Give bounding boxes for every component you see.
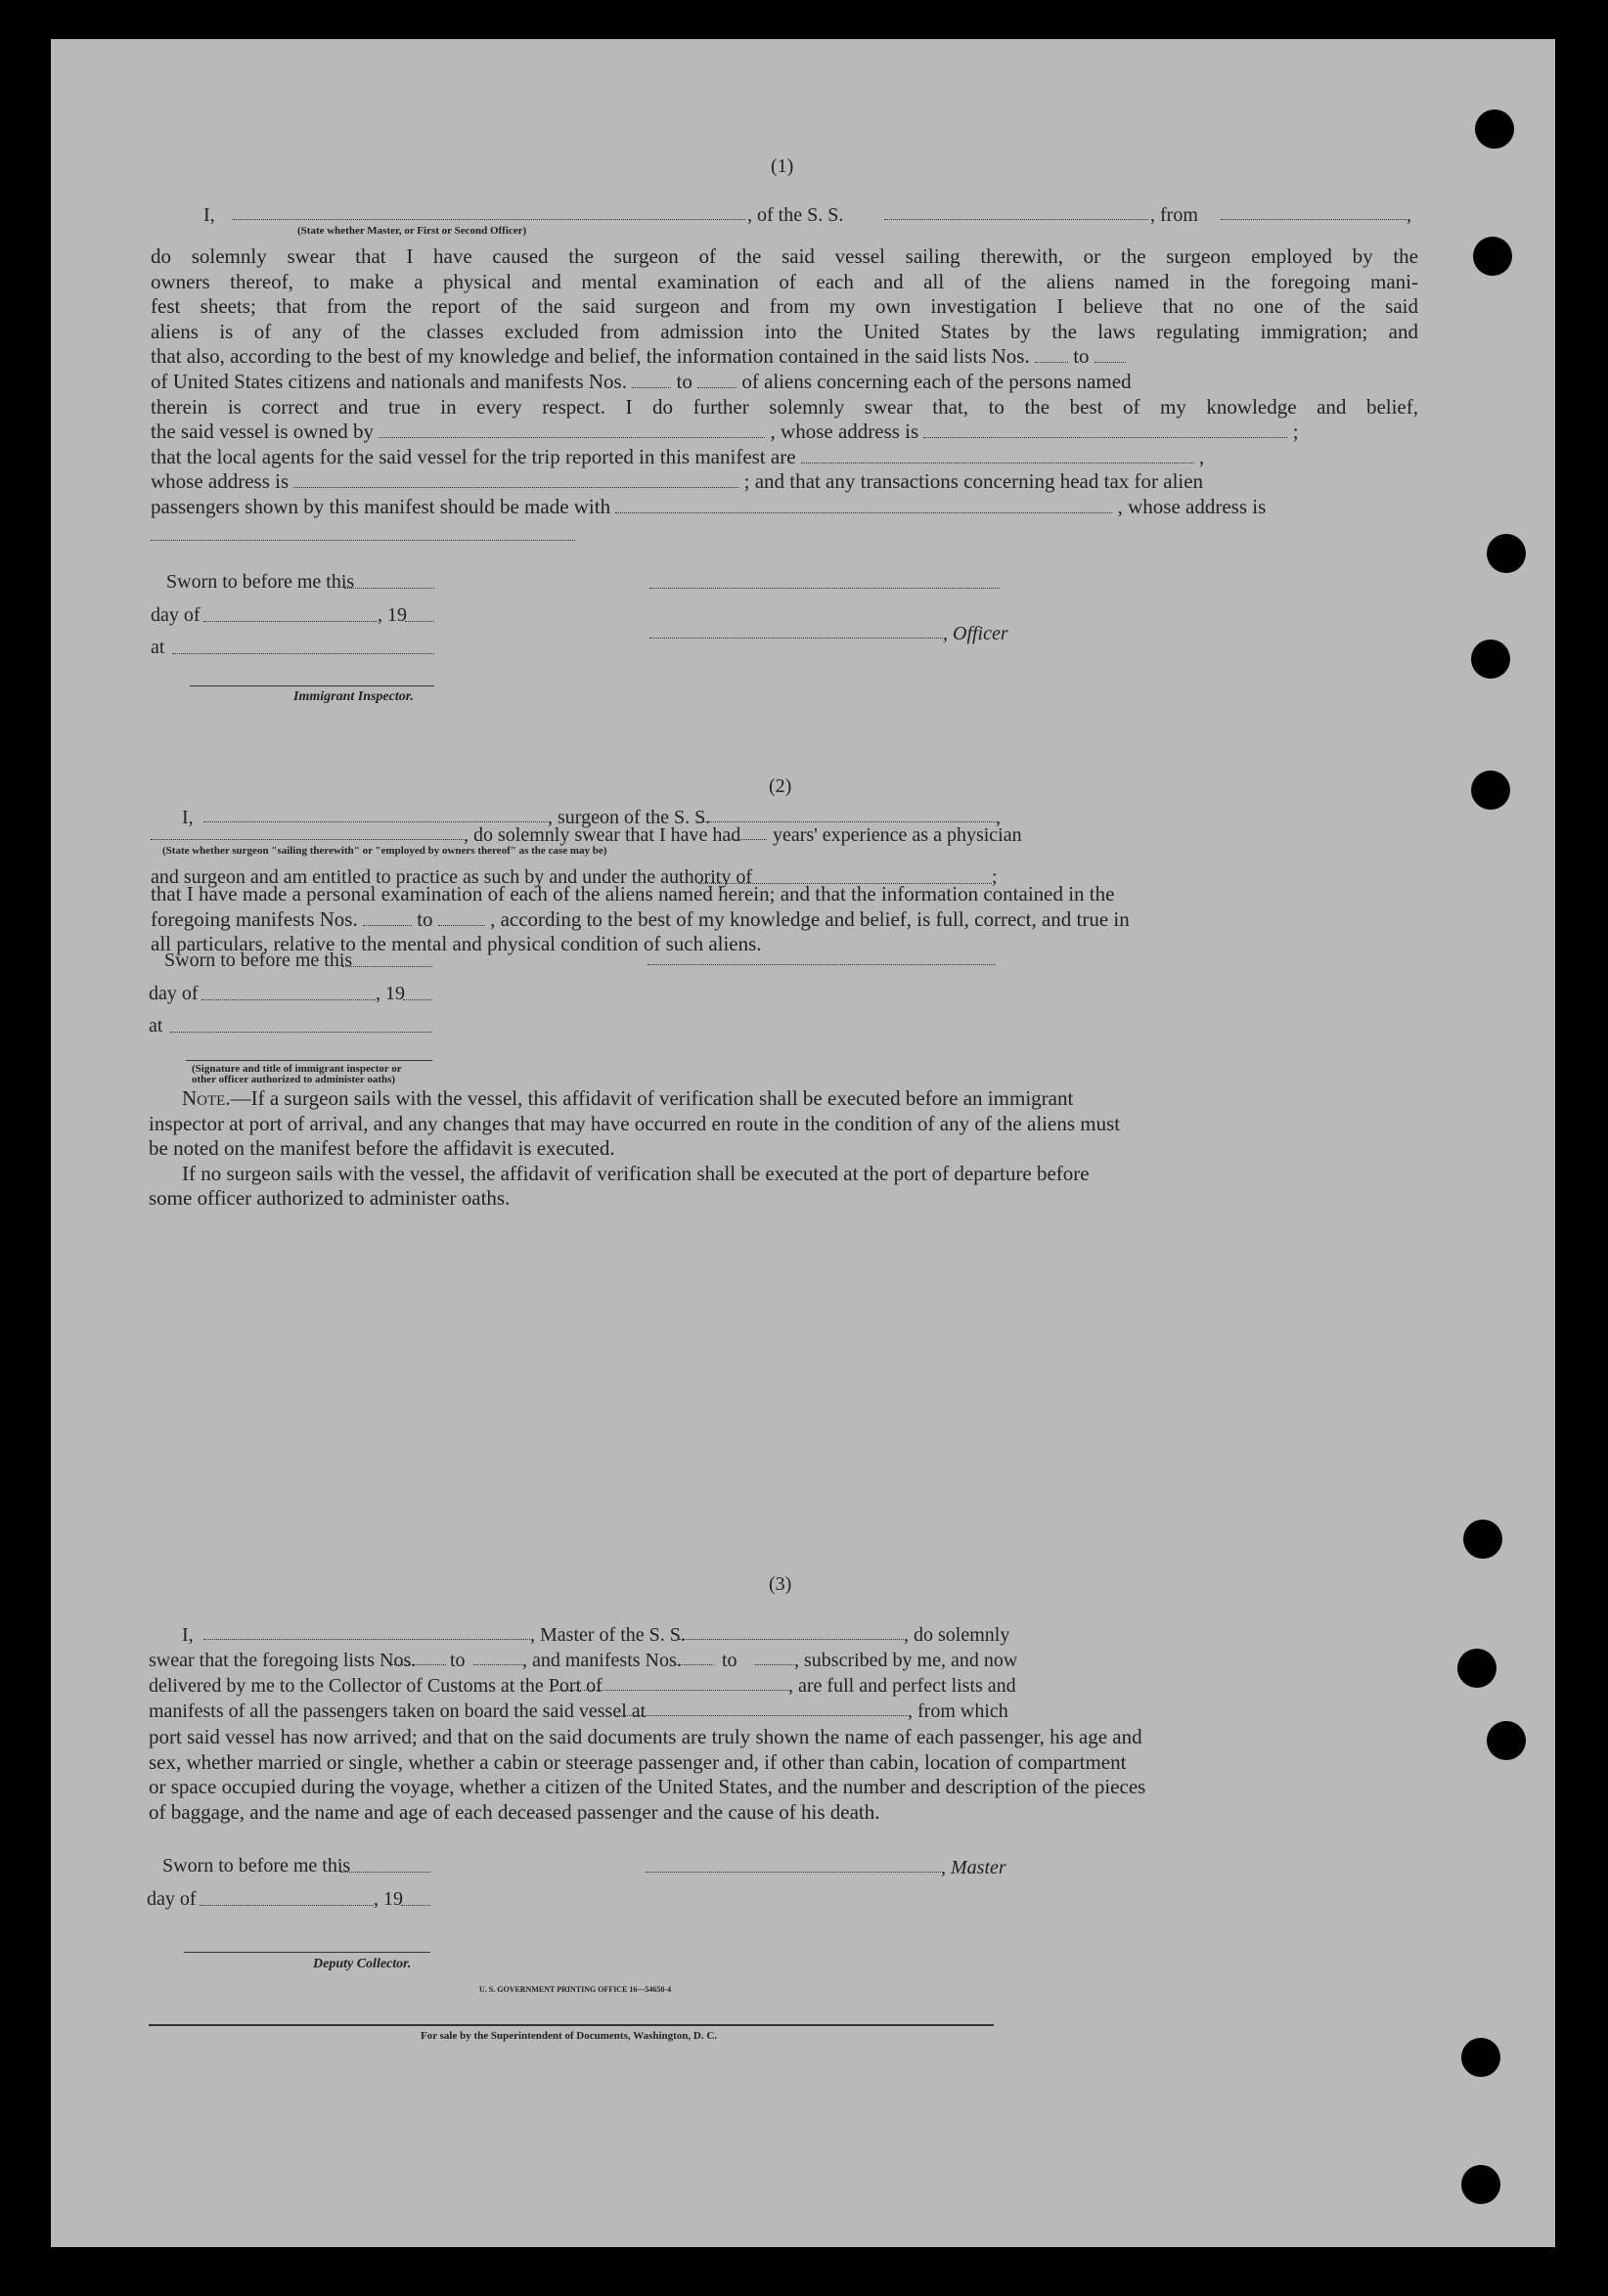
s1-officer-hint: (State whether Master, or First or Second Officer) — [297, 225, 527, 237]
s1-line-manifests: of United States citizens and nationals and manifests Nos. to of aliens concerning each of the persons named — [151, 369, 1132, 393]
s1-line-owner: the said vessel is owned by , whose address is ; — [151, 419, 1299, 444]
s3-master-label: , Master — [941, 1857, 1006, 1878]
s2-sworn-field[interactable] — [342, 966, 432, 967]
s1-officer-field[interactable] — [649, 638, 943, 639]
s1-headtax-field[interactable] — [615, 497, 1112, 513]
s2-signature-field[interactable] — [648, 964, 996, 965]
s1-line: owners thereof, to make a physical and mental examination of each and all of the aliens named in the foregoing mani- — [151, 269, 1418, 293]
s3-master-of: , Master of the S. S. — [530, 1624, 686, 1646]
s2-line: all particulars, relative to the mental and physical condition of such aliens. — [151, 932, 762, 956]
s2-at: at — [149, 1015, 163, 1037]
form-page — [51, 39, 1555, 2247]
binder-hole — [1473, 237, 1512, 276]
s3-name-field[interactable] — [203, 1639, 530, 1640]
s1-line-headtax: passengers shown by this manifest should be made with , whose address is — [151, 494, 1267, 518]
s1-at-field[interactable] — [172, 653, 434, 654]
s1-signature-field[interactable] — [649, 588, 1000, 589]
s3-line: sex, whether married or single, whether a cabin or steerage passenger and, if other than cabin, location of compartment — [149, 1749, 1127, 1774]
s1-sworn-field[interactable] — [344, 588, 434, 589]
s1-line-agents: that the local agents for the said vessel for the trip reported in this manifest are , — [151, 444, 1205, 468]
s1-year: , 19 — [378, 604, 407, 626]
s1-headtax-address-field[interactable] — [151, 540, 575, 541]
s1-manifests-from-field[interactable] — [632, 372, 671, 388]
s2-experience: years' experience as a physician — [773, 824, 1022, 846]
s1-at: at — [151, 637, 165, 658]
s3-l3a: delivered by me to the Collector of Customs at the Port of — [149, 1675, 603, 1697]
binder-hole — [1471, 640, 1510, 679]
s3-l2a: swear that the foregoing lists Nos. — [149, 1650, 417, 1671]
binder-hole — [1461, 2038, 1500, 2077]
s3-day-of: day of — [147, 1888, 197, 1910]
s1-paragraph — [151, 244, 1418, 520]
printing-office: U. S. GOVERNMENT PRINTING OFFICE 16—54650-4 — [479, 1985, 672, 1994]
s1-owner-field[interactable] — [379, 421, 765, 438]
s2-vessel-field[interactable] — [696, 821, 996, 822]
s1-i: I, — [203, 204, 215, 226]
s2-comma: , — [996, 807, 1001, 828]
s1-agent-address-field[interactable] — [293, 471, 738, 488]
s3-deputy-label: Deputy Collector. — [313, 1957, 412, 1971]
binder-hole — [1487, 1721, 1526, 1760]
s3-i: I, — [182, 1624, 194, 1646]
s2-note-line: inspector at port of arrival, and any changes that may have occurred en route in the condition of any of the aliens must — [149, 1111, 1121, 1135]
binder-hole — [1471, 771, 1510, 810]
s3-l3b: , are full and perfect lists and — [788, 1675, 1016, 1697]
s2-at-field[interactable] — [170, 1032, 432, 1033]
s2-line: that I have made a personal examination of each of the aliens named herein; and that the information contained in the — [151, 882, 1115, 905]
binder-hole — [1457, 1649, 1496, 1688]
s1-from-field[interactable] — [1221, 219, 1407, 220]
s1-lists-to-field[interactable] — [1094, 346, 1126, 363]
s2-day-of: day of — [149, 983, 199, 1004]
s2-note2-line: If no surgeon sails with the vessel, the affidavit of verification shall be executed at the port of departure before — [182, 1161, 1090, 1185]
s1-year-field[interactable] — [405, 621, 434, 622]
s3-sworn-field[interactable] — [340, 1872, 430, 1873]
s2-day-field[interactable] — [201, 999, 376, 1000]
s1-line: fest sheets; that from the report of the said surgeon and from my own investigation I believe that no one of the said — [151, 294, 1418, 319]
s3-vessel-field[interactable] — [679, 1639, 904, 1640]
s2-note-line: be noted on the manifest before the affidavit is executed. — [149, 1136, 615, 1161]
s1-officer-label: , Officer — [943, 623, 1008, 644]
s1-from: , from — [1150, 204, 1198, 226]
s1-line: therein is correct and true in every respect. I do further solemnly swear that, to the best of my knowledge and belief, — [151, 394, 1418, 419]
s1-inspector-line[interactable] — [190, 685, 434, 686]
s3-deputy-line[interactable] — [184, 1952, 430, 1953]
s2-status-field[interactable] — [151, 839, 464, 840]
s1-line: aliens is of any of the classes excluded from admission into the United States by the laws regulating immigration; and — [151, 319, 1418, 343]
section-1-number: (1) — [771, 155, 794, 177]
footer-rule — [149, 2024, 994, 2026]
section-3-number: (3) — [769, 1573, 792, 1595]
s2-year: , 19 — [376, 983, 405, 1004]
s2-manifests-to-field[interactable] — [438, 909, 485, 926]
s1-owner-address-field[interactable] — [923, 421, 1287, 438]
s3-lists-to-field[interactable] — [473, 1664, 522, 1665]
s3-year-field[interactable] — [401, 1905, 430, 1906]
s2-paragraph — [151, 882, 1130, 957]
s1-day-of: day of — [151, 604, 201, 626]
s2-years-field[interactable] — [728, 839, 767, 840]
s3-line: of baggage, and the name and age of each deceased passenger and the cause of his death. — [149, 1799, 880, 1824]
s3-day-field[interactable] — [200, 1905, 374, 1906]
s3-port-field[interactable] — [554, 1690, 788, 1691]
s2-name-field[interactable] — [203, 821, 548, 822]
s3-to: to — [450, 1650, 466, 1671]
s2-line-manifests: foregoing manifests Nos. to , according to the best of my knowledge and belief, is full, correct, and true in — [151, 906, 1130, 931]
s1-line-agent-address: whose address is ; and that any transactions concerning head tax for alien — [151, 469, 1204, 494]
footer-sale: For sale by the Superintendent of Documents, Washington, D. C. — [421, 2030, 718, 2042]
binder-hole — [1461, 2165, 1500, 2204]
s2-manifests-from-field[interactable] — [363, 909, 412, 926]
s2-surgeon-of: , surgeon of the S. S. — [548, 807, 711, 828]
s2-line-a: and surgeon and am entitled to practice as such by and under the authority of — [151, 866, 752, 888]
s2-note — [149, 1086, 1121, 1212]
binder-hole — [1463, 1520, 1502, 1559]
s3-line: or space occupied during the voyage, whether a citizen of the United States, and the number and description of the pieces — [149, 1775, 1146, 1799]
s1-inspector-label: Immigrant Inspector. — [293, 689, 414, 704]
s3-manifests-from-field[interactable] — [675, 1664, 714, 1665]
s2-semicolon: ; — [992, 866, 998, 888]
section-2-number: (2) — [769, 775, 792, 797]
binder-hole — [1487, 534, 1526, 573]
s1-agents-field[interactable] — [801, 447, 1194, 464]
s3-l4a: manifests of all the passengers taken on board the said vessel at — [149, 1700, 647, 1722]
s2-note2-line: some officer authorized to administer oaths. — [149, 1186, 511, 1211]
s3-line: port said vessel has now arrived; and that on the said documents are truly shown the name of each passenger, his age and — [149, 1725, 1142, 1748]
s3-paragraph — [149, 1725, 1146, 1825]
s2-status-hint: (State whether surgeon "sailing therewith" or "employed by owners thereof" as the case may be) — [162, 845, 607, 857]
s1-lists-from-field[interactable] — [1035, 346, 1068, 363]
s3-year: , 19 — [374, 1888, 403, 1910]
s1-vessel-field[interactable] — [884, 219, 1148, 220]
s1-sworn: Sworn to before me this — [166, 571, 355, 593]
s3-boarded-at-field[interactable] — [614, 1715, 908, 1716]
s1-line: do solemnly swear that I have caused the surgeon of the said vessel sailing therewith, or the surgeon employed by the — [151, 244, 1418, 268]
s3-l4b: , from which — [908, 1700, 1008, 1722]
s2-sworn: Sworn to before me this — [164, 949, 353, 971]
s2-sig-hint-1: (Signature and title of immigrant inspector or — [192, 1063, 402, 1075]
s2-i: I, — [182, 807, 194, 828]
s3-master-signature-field[interactable] — [646, 1872, 941, 1873]
s1-manifests-to-field[interactable] — [697, 372, 737, 388]
s1-day-field[interactable] — [203, 621, 378, 622]
s3-l2b: , and manifests Nos. — [522, 1650, 682, 1671]
s3-solemnly: , do solemnly — [904, 1624, 1010, 1646]
s3-lists-from-field[interactable] — [391, 1664, 446, 1665]
s2-inspector-line[interactable] — [186, 1060, 432, 1061]
s2-note-first: Note.—If a surgeon sails with the vessel, this affidavit of verification shall be executed before an immigrant — [182, 1086, 1074, 1110]
s1-of-ss: , of the S. S. — [747, 204, 844, 226]
s1-line-lists: that also, according to the best of my knowledge and belief, the information contained in the said lists Nos. to — [151, 344, 1418, 370]
s2-swear: , do solemnly swear that I have had — [464, 824, 741, 846]
s1-name-field[interactable] — [233, 219, 745, 220]
s3-l2c: , subscribed by me, and now — [794, 1650, 1018, 1671]
s3-manifests-to-field[interactable] — [755, 1664, 794, 1665]
s3-to: to — [722, 1650, 737, 1671]
s3-sworn: Sworn to before me this — [162, 1855, 351, 1877]
binder-hole — [1475, 110, 1514, 149]
s2-sig-hint-2: other officer authorized to administer oaths) — [192, 1074, 396, 1085]
s2-year-field[interactable] — [403, 999, 432, 1000]
s1-comma: , — [1407, 204, 1411, 226]
